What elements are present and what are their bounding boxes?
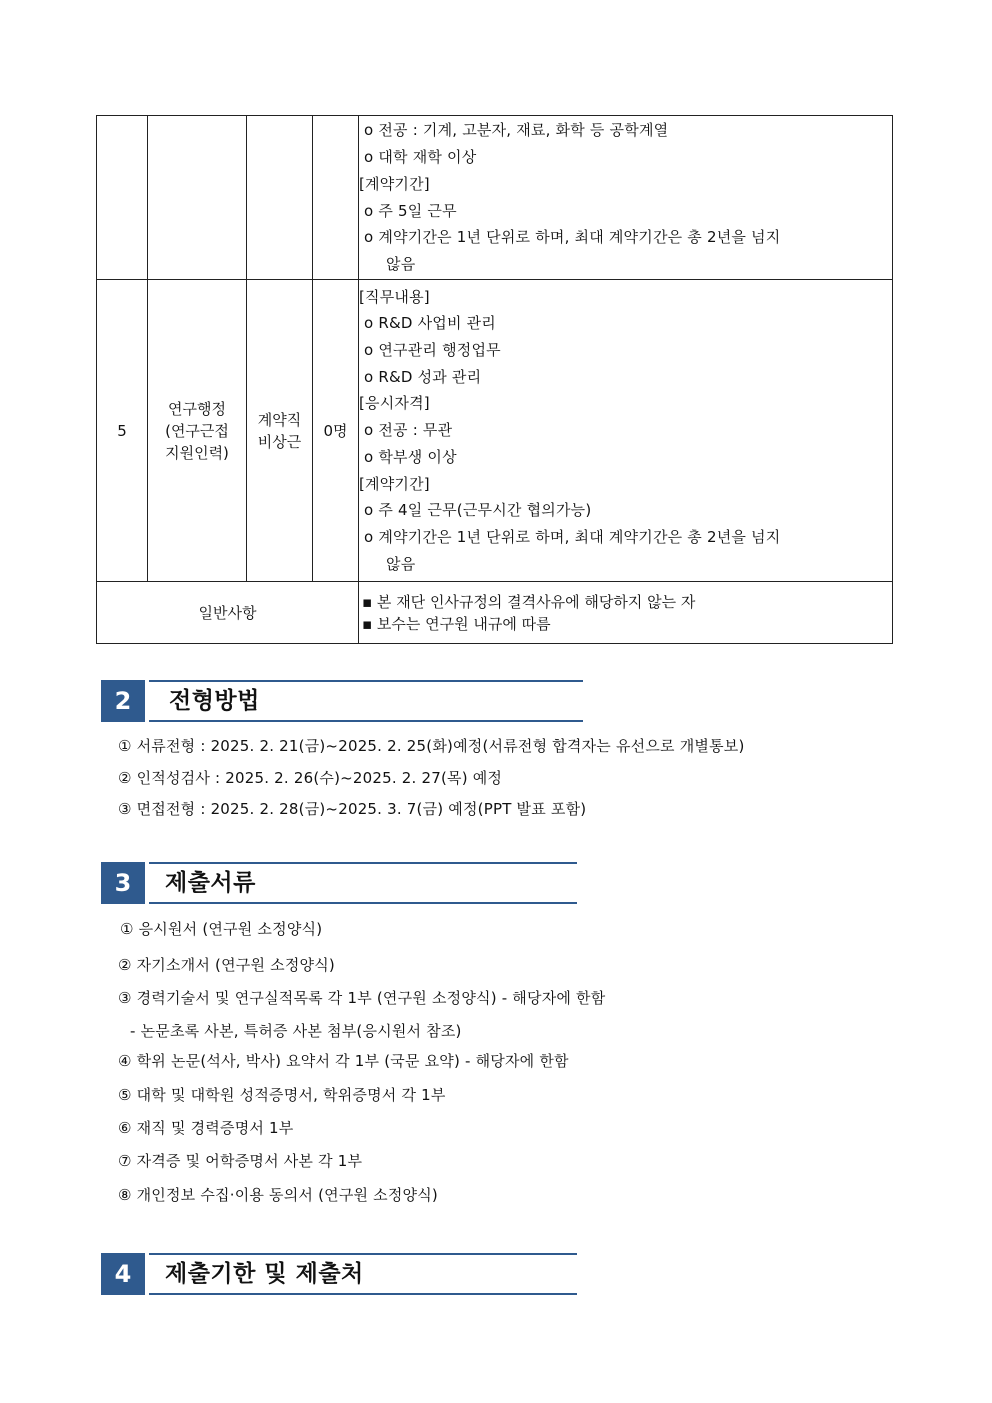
detail-heading: [직무내용]: [359, 287, 430, 306]
detail-item: o R&D 사업비 관리: [364, 314, 497, 333]
list-item: ① 응시원서 (연구원 소정양식): [120, 920, 323, 938]
table-row: [97, 116, 893, 280]
general-item: ▪ 본 재단 인사규정의 결격사유에 해당하지 않는 자: [362, 592, 696, 611]
detail-cell: [359, 116, 893, 280]
detail-heading: [응시자격]: [359, 394, 430, 413]
list-item: ⑧ 개인정보 수집·이용 동의서 (연구원 소정양식): [118, 1186, 438, 1204]
list-item: ⑤ 대학 및 대학원 성적증명서, 학위증명서 각 1부: [118, 1086, 446, 1104]
row-number-cell: [97, 116, 148, 280]
recruitment-table: [96, 115, 893, 644]
cell-line: 계약직: [257, 410, 302, 429]
section-title: 제출서류: [165, 870, 256, 896]
table-row: [97, 582, 893, 644]
cell-line: 비상근: [257, 432, 302, 451]
list-item: ⑥ 재직 및 경력증명서 1부: [118, 1119, 294, 1137]
general-detail-cell: [359, 582, 893, 644]
detail-item: 않음: [386, 554, 416, 573]
employment-type: [247, 409, 312, 453]
selection-method-list: [118, 733, 745, 828]
detail-item: o 대학 재학 이상: [364, 148, 477, 167]
list-item: - 논문초록 사본, 특허증 사본 첨부(응시원서 참조): [130, 1022, 462, 1040]
section-header-selection: [101, 680, 583, 722]
headcount-cell: 0명: [313, 280, 359, 582]
cell-line: 연구행정: [168, 399, 226, 418]
detail-item: o R&D 성과 관리: [364, 367, 482, 386]
section-title: 제출기한 및 제출처: [165, 1261, 364, 1287]
general-item: ▪ 보수는 연구원 내규에 따름: [362, 614, 551, 633]
general-label: 일반사항: [97, 582, 359, 644]
detail-heading: [계약기간]: [359, 474, 430, 493]
field-cell: [148, 116, 247, 280]
section-number: 3: [101, 862, 145, 904]
employment-type-cell: [247, 116, 313, 280]
list-item: ③ 면접전형 : 2025. 2. 28(금)~2025. 3. 7(금) 예정(PPT 발표 포함): [118, 800, 587, 818]
list-item: ④ 학위 논문(석사, 박사) 요약서 각 1부 (국문 요약) - 해당자에 한함: [118, 1052, 569, 1070]
detail-lines: [359, 284, 892, 578]
detail-item: 않음: [386, 254, 416, 273]
section-number: 2: [101, 680, 145, 722]
headcount-cell: [313, 116, 359, 280]
section-header-deadline: [101, 1253, 577, 1295]
list-item: ② 자기소개서 (연구원 소정양식): [118, 956, 335, 974]
detail-lines: [359, 117, 892, 277]
detail-cell: [359, 280, 893, 582]
cell-line: 지원인력): [165, 443, 229, 462]
section-number: 4: [101, 1253, 145, 1295]
detail-item: o 전공 : 기계, 고분자, 재료, 화학 등 공학계열: [364, 121, 669, 140]
row-number-cell: 5: [97, 280, 148, 582]
table-row: [97, 280, 893, 582]
list-item: ② 인적성검사 : 2025. 2. 26(수)~2025. 2. 27(목) 예정: [118, 768, 503, 787]
detail-heading: [계약기간]: [359, 174, 430, 193]
field-cell: [148, 280, 247, 582]
detail-item: o 계약기간은 1년 단위로 하며, 최대 계약기간은 총 2년을 넘지: [364, 228, 781, 247]
field-name: [148, 398, 246, 464]
section-title: 전형방법: [169, 688, 260, 714]
detail-item: o 주 4일 근무(근무시간 협의가능): [364, 501, 592, 520]
cell-line: (연구근접: [165, 421, 229, 440]
list-item: ⑦ 자격증 및 어학증명서 사본 각 1부: [118, 1152, 363, 1170]
detail-item: o 주 5일 근무: [364, 201, 457, 220]
list-item: ① 서류전형 : 2025. 2. 21(금)~2025. 2. 25(화)예정(서류전형 합격자는 유선으로 개별통보): [118, 737, 745, 755]
section-header-documents: [101, 862, 577, 904]
detail-item: o 연구관리 행정업무: [364, 341, 501, 360]
list-item: ③ 경력기술서 및 연구실적목록 각 1부 (연구원 소정양식) - 해당자에 한함: [118, 989, 606, 1007]
detail-item: o 계약기간은 1년 단위로 하며, 최대 계약기간은 총 2년을 넘지: [364, 527, 781, 546]
employment-type-cell: [247, 280, 313, 582]
detail-item: o 전공 : 무관: [364, 421, 453, 440]
detail-item: o 학부생 이상: [364, 447, 457, 466]
